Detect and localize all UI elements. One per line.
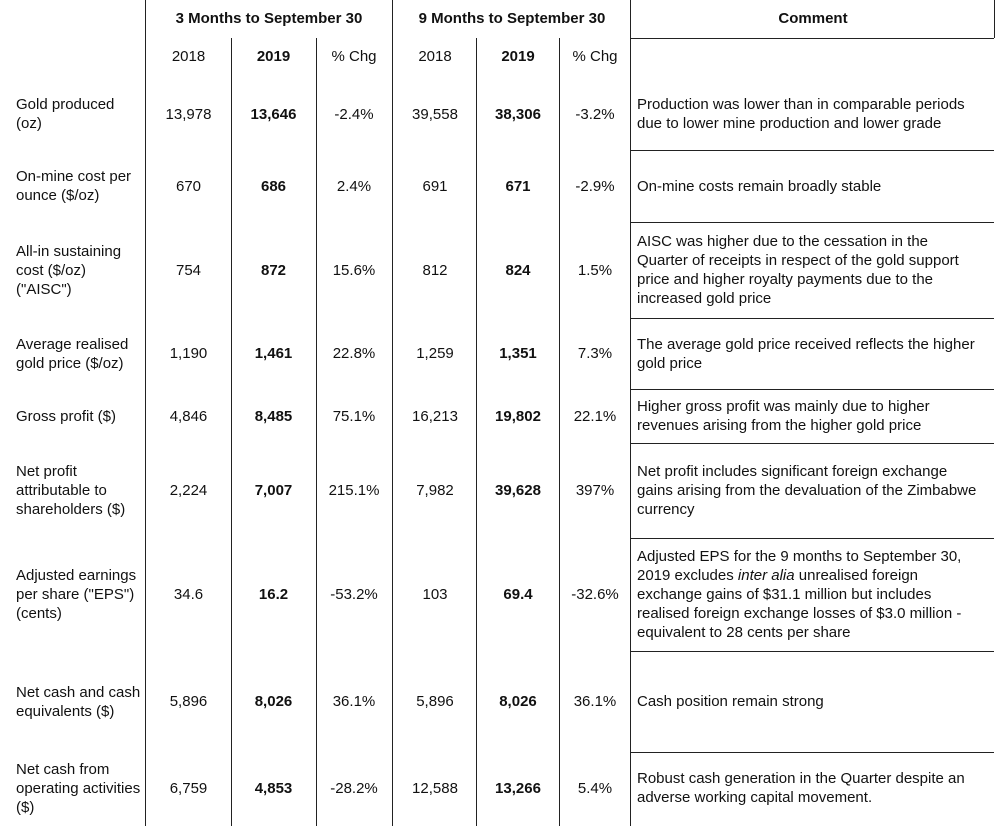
comment-cell [637,538,982,651]
value-cell: 39,628 [495,482,541,499]
value-cell: 670 [175,177,202,195]
comment-cell: The average gold price received reflects the higher gold price [637,335,975,372]
value-cell: 872 [260,261,287,279]
value-cell: 1,461 [254,345,293,362]
value-cell: 397% [575,482,615,499]
value-cell: 7,007 [254,482,293,499]
value-cell: 19,802 [495,407,541,425]
comment-heading: Comment [778,9,848,27]
row-label-adjusted-eps: Adjusted earnings per share ("EPS") (cents) [16,567,137,622]
value-cell: 686 [260,177,287,195]
value-cell: 754 [175,261,202,279]
value-cell: 824 [505,261,531,279]
grid-line [145,0,146,826]
col-2019-9m: 2019 [501,47,535,65]
grid-line [316,38,317,826]
row-label-aisc: All-in sustaining cost ($/oz) ("AISC") [16,242,122,298]
value-cell: 16.2 [258,586,289,603]
value-cell: 13,978 [165,105,212,123]
row-label-net-cash: Net cash and cash equivalents ($) [16,683,141,720]
comment-cell: Production was lower than in comparable periods due to lower mine production and lower grade [637,96,965,132]
comment-cell: On-mine costs remain broadly stable [637,177,882,195]
value-cell: 22.1% [573,407,617,425]
grid-line [630,38,994,39]
grid-line [630,0,631,826]
comment-cell: AISC was higher due to the cessation in the Quarter of receipts in respect of the gold support price and higher royalty payments due to the increased gold price [637,233,959,307]
grid-line [994,0,995,38]
value-cell: 4,846 [169,407,208,425]
value-cell: 13,646 [250,105,297,123]
value-cell: 36.1% [573,693,617,710]
value-cell: 5,896 [416,693,454,710]
value-cell: 13,266 [495,779,541,797]
value-cell: 1,190 [169,345,208,362]
value-cell: -32.6% [571,586,619,603]
value-cell: 812 [422,261,448,279]
row-label-gold-produced: Gold produced (oz) [16,96,115,132]
value-cell: 8,026 [499,693,537,710]
grid-line [559,38,560,826]
value-cell: 691 [422,177,448,195]
comment-text: Adjusted EPS for the 9 months to September 30, 2019 excludes inter alia unrealised foreign exchange gains of $31.1 million but includes realised foreign exchange losses of $3.0 million - equivalent to 28 cents per share [637,548,962,641]
col-2018-3m: 2018 [171,47,206,65]
value-cell: 215.1% [328,482,380,499]
value-cell: 7.3% [577,345,613,362]
comment-cell: Higher gross profit was mainly due to higher revenues arising from the higher gold price [637,398,930,434]
grid-line [392,0,393,826]
value-cell: 75.1% [332,407,376,425]
period-9-months-heading: 9 Months to September 30 [418,9,606,27]
value-cell: 4,853 [254,779,293,797]
value-cell: 38,306 [495,105,541,123]
value-cell: 2.4% [336,177,372,195]
value-cell: 5.4% [577,779,613,797]
row-label-average-realised-gold-price: Average realised gold price ($/oz) [16,335,129,372]
value-cell: 39,558 [412,105,458,123]
value-cell: 8,026 [254,693,293,710]
value-cell: -53.2% [330,586,378,603]
value-cell: 103 [422,586,448,603]
value-cell: 12,588 [412,779,458,797]
value-cell: 1,351 [499,345,537,362]
value-cell: 671 [505,177,531,195]
comment-cell: Cash position remain strong [637,693,824,710]
col-2018-9m: 2018 [418,47,452,65]
value-cell: 2,224 [169,482,208,499]
comment-cell: Net profit includes significant foreign exchange gains arising from the devaluation of the Zimbabwe currency [637,463,977,518]
value-cell: 6,759 [169,779,208,797]
col-pct-chg-3m: % Chg [331,47,377,65]
col-pct-chg-9m: % Chg [572,47,618,65]
value-cell: 5,896 [169,693,208,710]
value-cell: -2.9% [575,177,615,195]
value-cell: 36.1% [332,693,376,710]
value-cell: 1,259 [416,345,454,362]
value-cell: 16,213 [412,407,458,425]
col-2019-3m: 2019 [256,47,291,65]
value-cell: -3.2% [575,105,615,123]
value-cell: -28.2% [330,779,378,797]
row-label-net-cash-operating: Net cash from operating activities ($) [16,760,141,816]
row-label-on-mine-cost: On-mine cost per ounce ($/oz) [16,168,132,204]
period-3-months-heading: 3 Months to September 30 [175,9,363,27]
row-label-net-profit: Net profit attributable to shareholders ($) [16,463,126,518]
value-cell: 7,982 [416,482,454,499]
grid-line [476,38,477,826]
value-cell: 1.5% [577,261,613,279]
value-cell: 8,485 [254,407,293,425]
value-cell: 22.8% [332,345,376,362]
row-label-gross-profit: Gross profit ($) [16,407,117,425]
value-cell: 15.6% [332,261,376,279]
value-cell: -2.4% [334,105,374,123]
value-cell: 69.4 [503,586,533,603]
value-cell: 34.6 [173,586,204,603]
comment-cell: Robust cash generation in the Quarter despite an adverse working capital movement. [637,770,965,806]
